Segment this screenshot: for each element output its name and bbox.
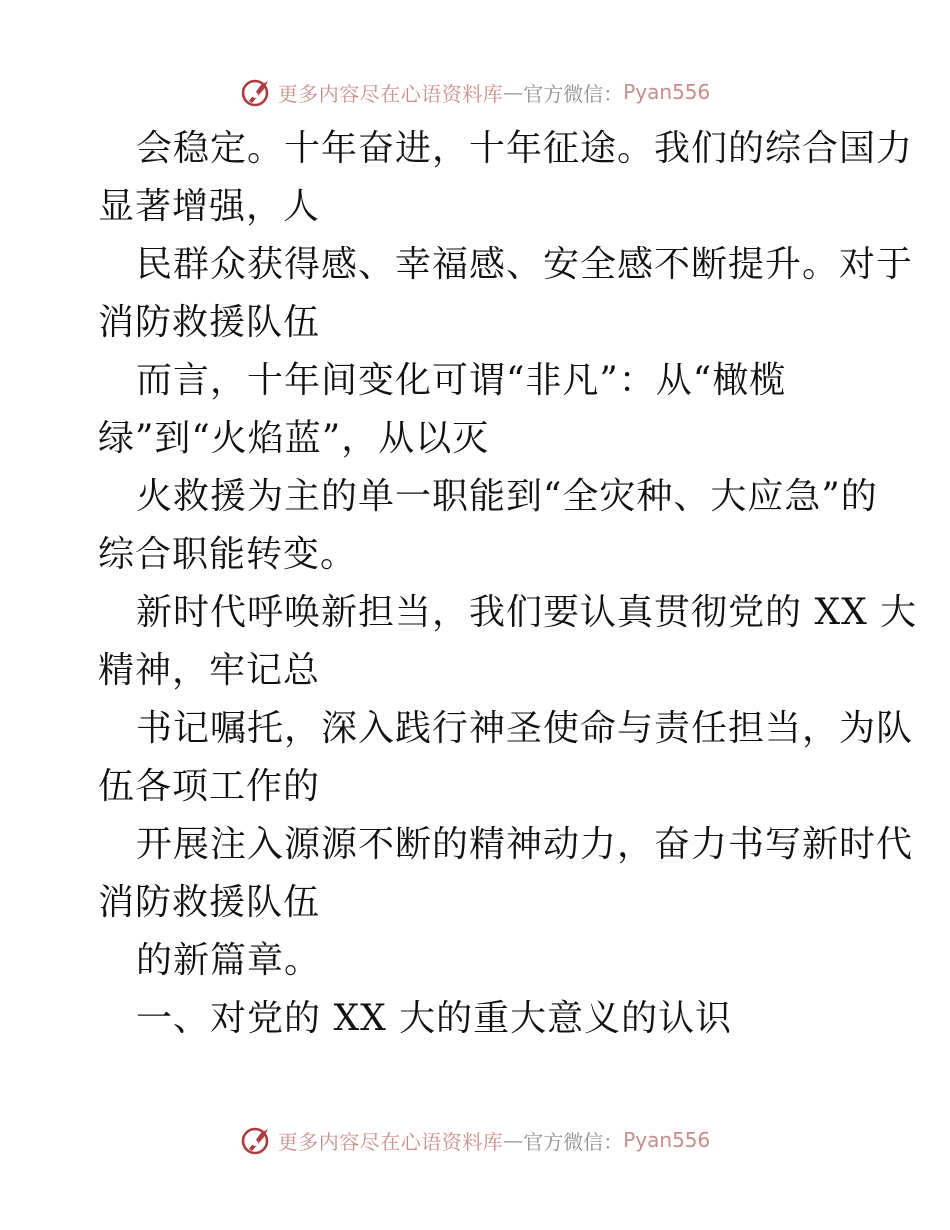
- body-line: 火救援为主的单一职能到“全灾种、大应急”的: [136, 476, 878, 517]
- body-line: 显著增强，人: [98, 186, 321, 227]
- body-line: 消防救援队伍: [98, 302, 321, 343]
- section-heading: 一、对党的 XX 大的重大意义的认识: [136, 998, 733, 1039]
- body-line: 综合职能转变。: [98, 534, 358, 575]
- watermark-separator: —: [503, 1128, 524, 1152]
- document-body: [98, 120, 918, 1048]
- watermark-text: 更多内容尽在心语资料库: [277, 81, 504, 106]
- body-line: 会稳定。十年奋进，十年征途。我们的综合国力: [136, 128, 914, 169]
- pen-nib-icon: [240, 1123, 274, 1157]
- body-line: 民群众获得感、幸福感、安全感不断提升。对于: [136, 244, 914, 285]
- body-line: 绿”到“火焰蓝”，从以灭: [98, 418, 490, 459]
- watermark-suffix: 官方微信：: [523, 1129, 624, 1154]
- body-line: 精神，牢记总: [98, 650, 321, 691]
- watermark-id: Pyan556: [623, 80, 711, 104]
- footer-watermark: [0, 1120, 950, 1160]
- pen-nib-icon: [240, 75, 274, 109]
- header-watermark: [0, 72, 950, 112]
- watermark-separator: —: [503, 80, 524, 104]
- body-line: 的新篇章。: [136, 940, 322, 981]
- body-line: 新时代呼唤新担当，我们要认真贯彻党的 XX 大: [136, 592, 918, 633]
- body-line: 书记嘱托，深入践行神圣使命与责任担当，为队: [136, 708, 914, 749]
- watermark-id: Pyan556: [623, 1128, 711, 1152]
- body-line: 而言，十年间变化可谓“非凡”：从“橄榄: [136, 360, 787, 401]
- watermark-text: 更多内容尽在心语资料库: [277, 1129, 504, 1154]
- watermark-suffix: 官方微信：: [523, 81, 624, 106]
- body-line: 消防救援队伍: [98, 882, 321, 923]
- body-line: 开展注入源源不断的精神动力，奋力书写新时代: [136, 824, 914, 865]
- body-line: 伍各项工作的: [98, 766, 321, 807]
